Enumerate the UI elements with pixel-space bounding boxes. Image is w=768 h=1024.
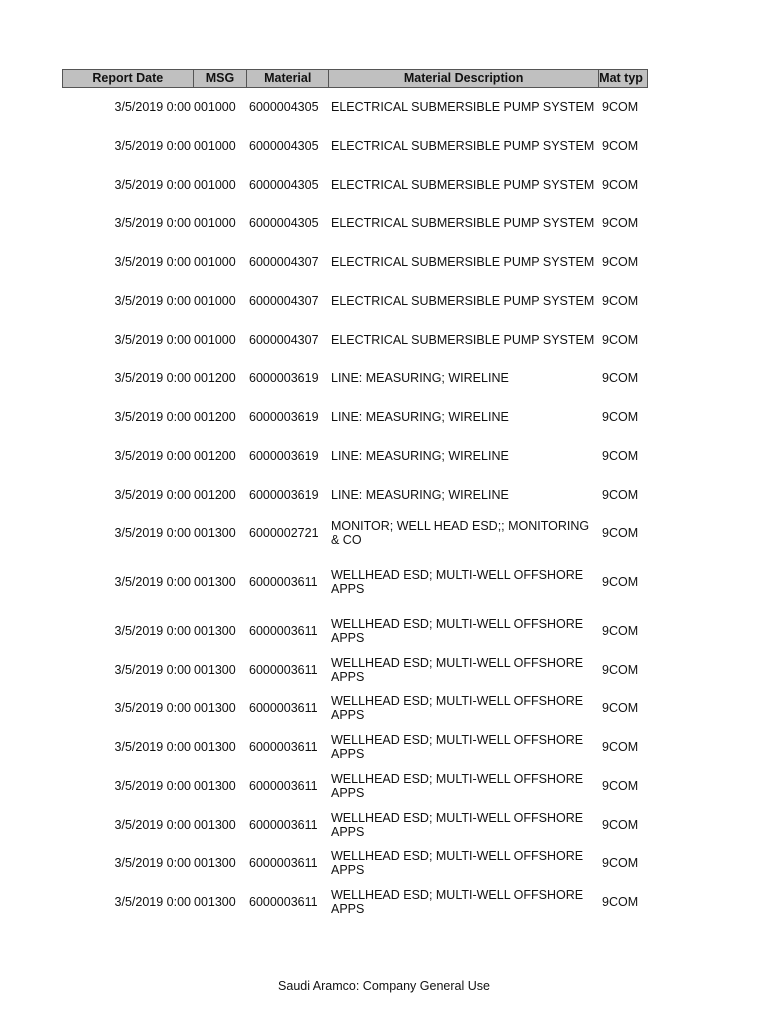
table-row xyxy=(62,732,648,762)
cell-material-description: LINE: MEASURING; WIRELINE xyxy=(331,371,509,385)
cell-material: 6000003611 xyxy=(249,624,318,638)
header-report-date: Report Date xyxy=(63,70,194,87)
cell-material-description: ELECTRICAL SUBMERSIBLE PUMP SYSTEM xyxy=(331,216,595,230)
cell-mat-type: 9COM xyxy=(602,139,639,153)
cell-msg: 001300 xyxy=(194,779,236,793)
cell-msg: 001300 xyxy=(194,895,236,909)
cell-material: 6000003619 xyxy=(249,449,319,463)
cell-report-date: 3/5/2019 0:00 xyxy=(114,895,191,909)
cell-report-date: 3/5/2019 0:00 xyxy=(114,818,191,832)
cell-mat-type: 9COM xyxy=(602,410,639,424)
cell-report-date: 3/5/2019 0:00 xyxy=(114,740,191,754)
cell-material-description: WELLHEAD ESD; MULTI-WELL OFFSHORE APPS xyxy=(331,733,584,761)
cell-material-description: ELECTRICAL SUBMERSIBLE PUMP SYSTEM xyxy=(331,255,595,269)
cell-report-date: 3/5/2019 0:00 xyxy=(114,100,191,114)
header-material: Material xyxy=(247,70,329,87)
cell-material: 6000004305 xyxy=(249,100,319,114)
cell-material: 6000003619 xyxy=(249,410,319,424)
cell-material-description: ELECTRICAL SUBMERSIBLE PUMP SYSTEM xyxy=(331,139,595,153)
cell-report-date: 3/5/2019 0:00 xyxy=(114,371,191,385)
cell-report-date: 3/5/2019 0:00 xyxy=(114,178,191,192)
cell-material-description: LINE: MEASURING; WIRELINE xyxy=(331,488,509,502)
cell-material: 6000003619 xyxy=(249,371,319,385)
cell-mat-type: 9COM xyxy=(602,895,639,909)
cell-material-description: ELECTRICAL SUBMERSIBLE PUMP SYSTEM xyxy=(331,178,595,192)
cell-msg: 001000 xyxy=(194,294,236,308)
cell-msg: 001300 xyxy=(194,526,236,540)
cell-mat-type: 9COM xyxy=(602,449,639,463)
cell-material-description: MONITOR; WELL HEAD ESD;; MONITORING & CO xyxy=(331,519,590,547)
cell-material-description: WELLHEAD ESD; MULTI-WELL OFFSHORE APPS xyxy=(331,617,584,645)
cell-material: 6000002721 xyxy=(249,526,319,540)
cell-msg: 001300 xyxy=(194,575,236,589)
cell-material: 6000004307 xyxy=(249,255,319,269)
cell-material-description: ELECTRICAL SUBMERSIBLE PUMP SYSTEM xyxy=(331,100,595,114)
cell-mat-type: 9COM xyxy=(602,178,639,192)
cell-msg: 001300 xyxy=(194,856,236,870)
table-row xyxy=(62,887,648,917)
cell-msg: 001000 xyxy=(194,139,236,153)
cell-material-description: WELLHEAD ESD; MULTI-WELL OFFSHORE APPS xyxy=(331,694,584,722)
cell-mat-type: 9COM xyxy=(602,575,639,589)
cell-msg: 001000 xyxy=(194,255,236,269)
cell-material-description: LINE: MEASURING; WIRELINE xyxy=(331,410,509,424)
cell-mat-type: 9COM xyxy=(602,818,639,832)
cell-material: 6000003611 xyxy=(249,856,318,870)
cell-material-description: WELLHEAD ESD; MULTI-WELL OFFSHORE APPS xyxy=(331,656,584,684)
table-row xyxy=(62,655,648,685)
cell-mat-type: 9COM xyxy=(602,333,639,347)
cell-report-date: 3/5/2019 0:00 xyxy=(114,701,191,715)
table-row xyxy=(62,247,648,277)
cell-report-date: 3/5/2019 0:00 xyxy=(114,139,191,153)
cell-material: 6000003611 xyxy=(249,701,318,715)
cell-material-description: WELLHEAD ESD; MULTI-WELL OFFSHORE APPS xyxy=(331,772,584,800)
cell-material: 6000003611 xyxy=(249,818,318,832)
table-row xyxy=(62,810,648,840)
table-row xyxy=(62,92,648,122)
cell-msg: 001000 xyxy=(194,216,236,230)
cell-report-date: 3/5/2019 0:00 xyxy=(114,294,191,308)
cell-report-date: 3/5/2019 0:00 xyxy=(114,526,191,540)
cell-material-description: ELECTRICAL SUBMERSIBLE PUMP SYSTEM xyxy=(331,333,595,347)
table-row xyxy=(62,363,648,393)
table-row xyxy=(62,402,648,432)
cell-msg: 001200 xyxy=(194,488,236,502)
spreadsheet-table xyxy=(62,69,648,916)
table-row xyxy=(62,131,648,161)
cell-msg: 001200 xyxy=(194,371,236,385)
table-row xyxy=(62,325,648,355)
table-row xyxy=(62,441,648,471)
cell-report-date: 3/5/2019 0:00 xyxy=(114,410,191,424)
cell-msg: 001200 xyxy=(194,410,236,424)
cell-material: 6000004305 xyxy=(249,216,319,230)
cell-mat-type: 9COM xyxy=(602,216,639,230)
cell-material: 6000004305 xyxy=(249,139,319,153)
cell-msg: 001000 xyxy=(194,333,236,347)
cell-material: 6000003619 xyxy=(249,488,319,502)
cell-mat-type: 9COM xyxy=(602,100,639,114)
cell-mat-type: 9COM xyxy=(602,856,639,870)
cell-mat-type: 9COM xyxy=(602,371,639,385)
table-row xyxy=(62,616,648,646)
table-row xyxy=(62,480,648,510)
table-row xyxy=(62,771,648,801)
cell-mat-type: 9COM xyxy=(602,294,639,308)
cell-report-date: 3/5/2019 0:00 xyxy=(114,216,191,230)
cell-msg: 001300 xyxy=(194,740,236,754)
cell-msg: 001300 xyxy=(194,663,236,677)
cell-material-description: LINE: MEASURING; WIRELINE xyxy=(331,449,509,463)
cell-material: 6000003611 xyxy=(249,740,318,754)
cell-report-date: 3/5/2019 0:00 xyxy=(114,333,191,347)
cell-msg: 001000 xyxy=(194,178,236,192)
cell-msg: 001300 xyxy=(194,701,236,715)
header-material-description: Material Description xyxy=(329,70,599,87)
cell-material: 6000004305 xyxy=(249,178,319,192)
cell-material: 6000003611 xyxy=(249,575,318,589)
cell-report-date: 3/5/2019 0:00 xyxy=(114,488,191,502)
cell-material-description: WELLHEAD ESD; MULTI-WELL OFFSHORE APPS xyxy=(331,811,584,839)
table-row xyxy=(62,286,648,316)
cell-material-description: WELLHEAD ESD; MULTI-WELL OFFSHORE APPS xyxy=(331,849,584,877)
cell-material: 6000003611 xyxy=(249,779,318,793)
table-row xyxy=(62,848,648,878)
cell-mat-type: 9COM xyxy=(602,740,639,754)
table-header-row xyxy=(62,69,648,88)
cell-report-date: 3/5/2019 0:00 xyxy=(114,663,191,677)
table-row xyxy=(62,170,648,200)
header-msg: MSG xyxy=(194,70,248,87)
cell-report-date: 3/5/2019 0:00 xyxy=(114,624,191,638)
cell-material: 6000004307 xyxy=(249,294,319,308)
cell-mat-type: 9COM xyxy=(602,701,639,715)
cell-material-description: WELLHEAD ESD; MULTI-WELL OFFSHORE APPS xyxy=(331,568,584,596)
cell-mat-type: 9COM xyxy=(602,526,639,540)
cell-material: 6000003611 xyxy=(249,895,318,909)
header-mat-type: Mat typ xyxy=(599,71,643,85)
cell-report-date: 3/5/2019 0:00 xyxy=(114,575,191,589)
cell-report-date: 3/5/2019 0:00 xyxy=(114,779,191,793)
cell-material: 6000003611 xyxy=(249,663,318,677)
cell-msg: 001000 xyxy=(194,100,236,114)
cell-material: 6000004307 xyxy=(249,333,319,347)
cell-mat-type: 9COM xyxy=(602,255,639,269)
cell-material-description: ELECTRICAL SUBMERSIBLE PUMP SYSTEM xyxy=(331,294,595,308)
cell-mat-type: 9COM xyxy=(602,779,639,793)
cell-report-date: 3/5/2019 0:00 xyxy=(114,856,191,870)
cell-mat-type: 9COM xyxy=(602,624,639,638)
table-row xyxy=(62,567,648,597)
cell-msg: 001200 xyxy=(194,449,236,463)
cell-msg: 001300 xyxy=(194,818,236,832)
cell-report-date: 3/5/2019 0:00 xyxy=(114,449,191,463)
cell-mat-type: 9COM xyxy=(602,663,639,677)
cell-material-description: WELLHEAD ESD; MULTI-WELL OFFSHORE APPS xyxy=(331,888,584,916)
cell-msg: 001300 xyxy=(194,624,236,638)
cell-mat-type: 9COM xyxy=(602,488,639,502)
table-row xyxy=(62,518,648,548)
table-row xyxy=(62,208,648,238)
table-row xyxy=(62,693,648,723)
footer-classification: Saudi Aramco: Company General Use xyxy=(278,979,490,993)
cell-report-date: 3/5/2019 0:00 xyxy=(114,255,191,269)
